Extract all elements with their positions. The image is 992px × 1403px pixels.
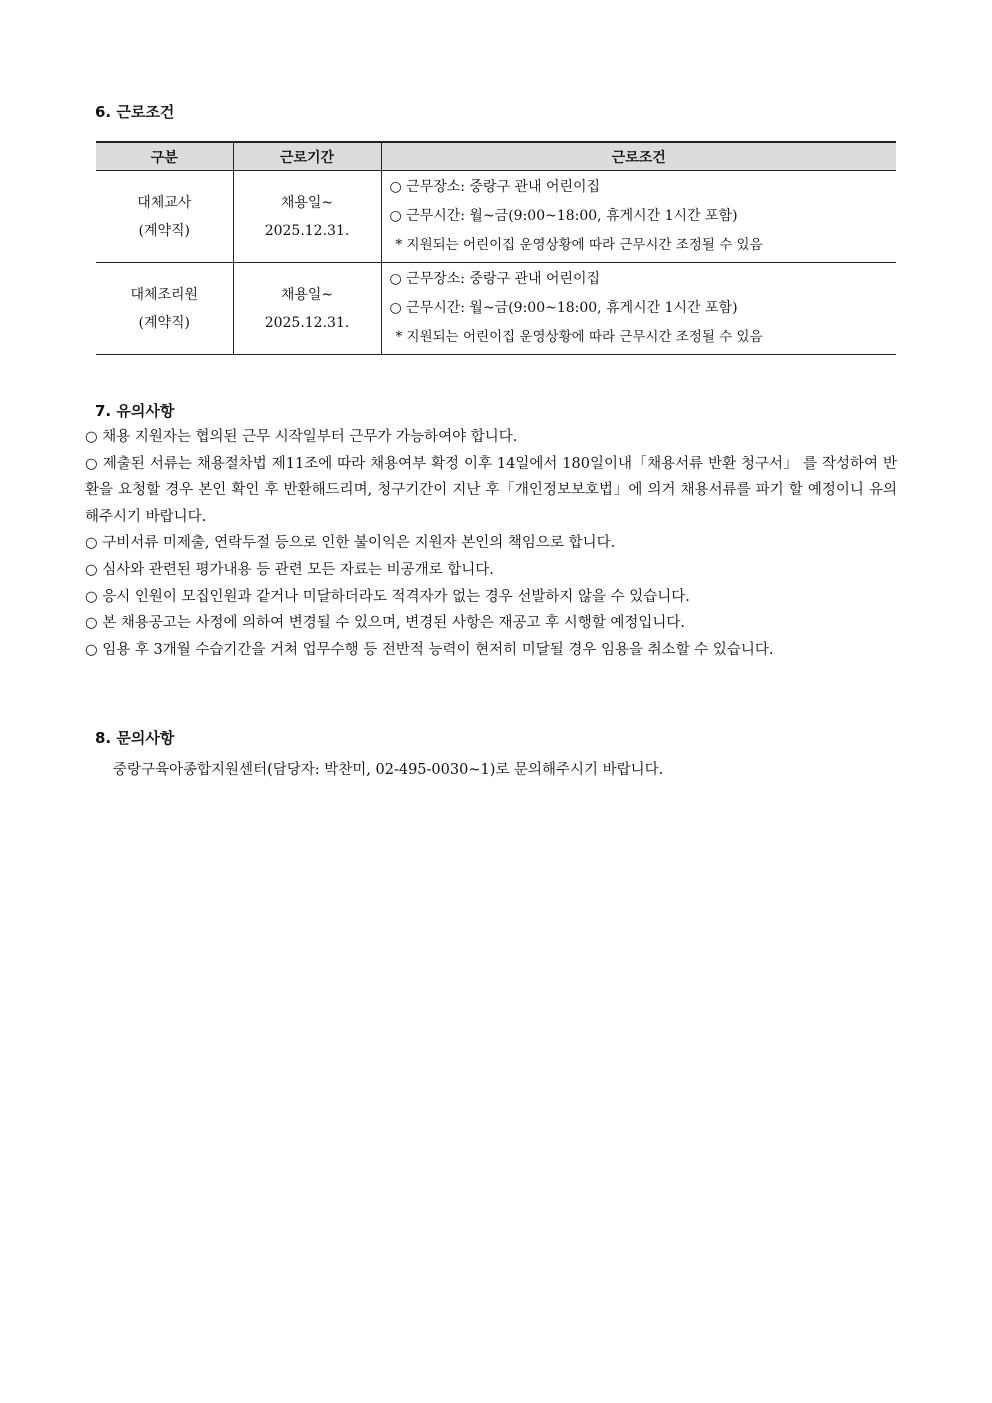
- notice-list: [85, 424, 897, 663]
- condition-hours: ○ 근무시간: 월~금(9:00~18:00, 휴게시간 1시간 포함): [389, 208, 738, 224]
- header-conditions: 근로조건: [381, 142, 896, 171]
- job-type-cell: [96, 263, 233, 355]
- table-header-row: [96, 142, 896, 171]
- job-type-contract: (계약직): [138, 222, 190, 239]
- condition-hours: ○ 근무시간: 월~금(9:00~18:00, 휴게시간 1시간 포함): [389, 300, 738, 316]
- conditions-cell: [381, 171, 896, 263]
- notice-item: ○ 응시 인원이 모집인원과 같거나 미달하더라도 적격자가 없는 경우 선발하지 않을 수 있습니다.: [85, 588, 690, 605]
- period-end: 2025.12.31.: [264, 222, 350, 239]
- section-6-heading: 6. 근로조건: [95, 103, 175, 121]
- header-category: 구분: [96, 142, 233, 171]
- job-type-name: 대체교사: [137, 194, 192, 211]
- period-end: 2025.12.31.: [264, 314, 350, 331]
- work-conditions-table: [96, 141, 896, 355]
- condition-note: * 지원되는 어린이집 운영상황에 따라 근무시간 조정될 수 있음: [395, 237, 763, 253]
- period-cell: [233, 171, 381, 263]
- notice-item: ○ 구비서류 미제출, 연락두절 등으로 인한 불이익은 지원자 본인의 책임으로 합니다.: [85, 535, 616, 552]
- period-cell: [233, 263, 381, 355]
- section-8-heading: 8. 문의사항: [95, 729, 175, 747]
- notice-item: ○ 임용 후 3개월 수습기간을 거쳐 업무수행 등 전반적 능력이 현저히 미달될 경우 임용을 취소할 수 있습니다.: [85, 641, 774, 658]
- condition-location: ○ 근무장소: 중랑구 관내 어린이집: [389, 179, 601, 195]
- section-7-heading: 7. 유의사항: [95, 402, 175, 420]
- header-period: 근로기간: [233, 142, 381, 171]
- table-row: [96, 263, 896, 355]
- notice-item: ○ 본 채용공고는 사정에 의하여 변경될 수 있으며, 변경된 사항은 재공고 후 시행할 예정입니다.: [85, 615, 686, 632]
- period-start: 채용일~: [280, 194, 334, 211]
- conditions-cell: [381, 263, 896, 355]
- condition-location: ○ 근무장소: 중랑구 관내 어린이집: [389, 271, 601, 287]
- period-start: 채용일~: [280, 286, 334, 303]
- job-type-cell: [96, 171, 233, 263]
- condition-note: * 지원되는 어린이집 운영상황에 따라 근무시간 조정될 수 있음: [395, 329, 763, 345]
- contact-info: 중랑구육아종합지원센터(담당자: 박찬미, 02-495-0030~1)로 문의해주시기 바랍니다.: [113, 762, 664, 778]
- notice-item: ○ 심사와 관련된 평가내용 등 관련 모든 자료는 비공개로 합니다.: [85, 561, 494, 578]
- table-row: [96, 171, 896, 263]
- notice-item: ○ 채용 지원자는 협의된 근무 시작일부터 근무가 가능하여야 합니다.: [85, 429, 518, 445]
- job-type-contract: (계약직): [138, 314, 190, 331]
- notice-item: ○ 제출된 서류는 채용절차법 제11조에 따라 채용여부 확정 이후 14일에서 180일이내「채용서류 반환 청구서」 를 작성하여 반환을 요청할 경우 본인 확인 후 반환해드리며, 청구기간이 지난 후「개인정보보호법」에 의거 채용서류를 파기 할 예정이니 유의해주시기 바랍니다.: [85, 455, 897, 525]
- job-type-name: 대체조리원: [130, 286, 199, 303]
